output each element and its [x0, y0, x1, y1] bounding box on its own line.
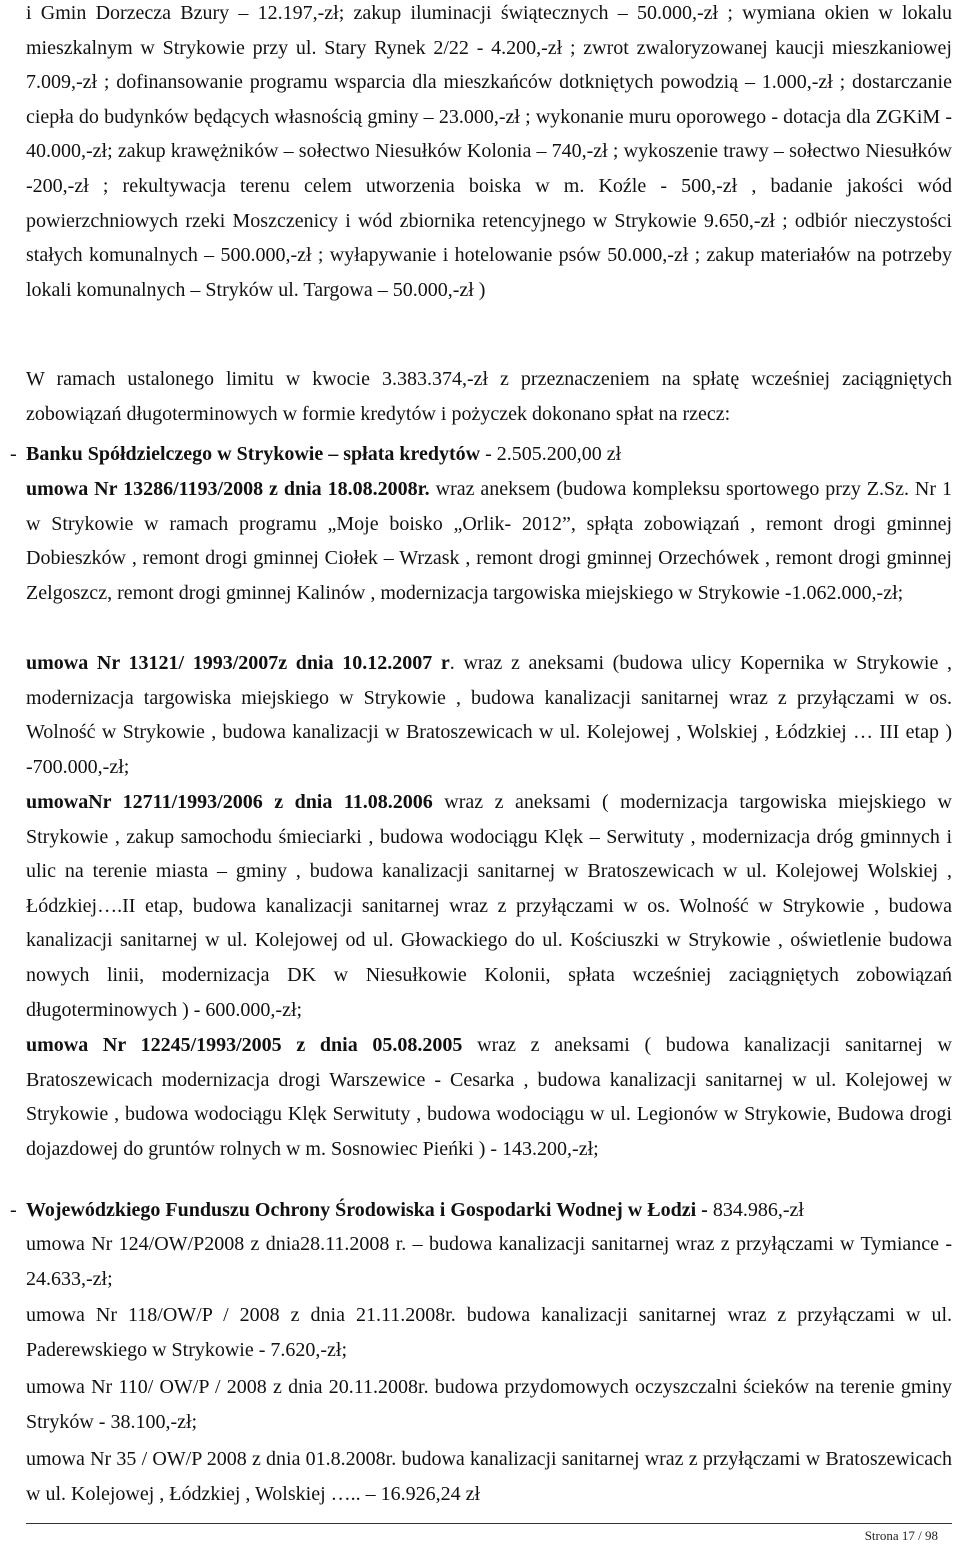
fund-agreement-4: umowa Nr 35 / OW/P 2008 z dnia 01.8.2008r. budowa kanalizacji sanitarnej wraz z przyłączami w Bratoszewicach w ul. Kolejowej , Łódzkiej , Wolskiej ….. – 16.926,24 zł [26, 1448, 952, 1505]
list-dash: - [10, 1199, 17, 1221]
agreement-description: wraz z aneksami ( modernizacja targowiska miejskiego w Strykowie , zakup samochodu śmieciarki , budowa wodociągu Klęk – Serwituty , modernizacja dróg gminnych i ulic na terenie miasta – gminy , budowa kanalizacji sanitarnej w Bratoszewicach w ul. Kolejowej Wolskiej , Łódzkiej….II etap, budowa kanalizacji sanitarnej wraz z przyłączami w os. Wolność w Strykowie , budowa kanalizacji sanitarnej w ul. Kolejowej od ul. Głowackiego do ul. Kościuszki w Strykowie , oświetlenie budowa nowych linii, modernizacja DK w Niesułkowie Kolonii, spłata wcześniej zaciągniętych zobowiązań długoterminowych ) - 600.000,-zł; [26, 791, 952, 1021]
bank-creditor-header [10, 437, 954, 472]
fund-agreement-2: umowa Nr 118/OW/P / 2008 z dnia 21.11.2008r. budowa kanalizacji sanitarnej wraz z przyłączami w ul. Paderewskiego w Strykowie - 7.620,-zł; [26, 1304, 952, 1361]
agreement-entry-4 [26, 1028, 952, 1166]
paragraph-expenses: i Gmin Dorzecza Bzury – 12.197,-zł; zakup iluminacji świątecznych – 50.000,-zł ; wymiana okien w lokalu mieszkalnym w Strykowie przy ul. Stary Rynek 2/22 - 4.200,-zł ; zwrot zwaloryzowanej kaucji mieszkaniowej 7.009,-zł ; dofinansowanie programu wsparcia dla mieszkańców dotkniętych powodzią – 1.000,-zł ; dostarczanie ciepła do budynków będących własnością gminy – 23.000,-zł ; wykonanie muru oporowego - dotacja dla ZGKiM - 40.000,-zł; zakup krawężników – sołectwo Niesułków Kolonia – 740,-zł ; wykoszenie trawy – sołectwo Niesułków -200,-zł ; rekultywacja terenu celem utworzenia boiska w m. Koźle - 500,-zł , badanie jakości wód powierzchniowych rzeki Moszczenicy i wód zbiornika retencyjnego w Strykowie 9.650,-zł ; odbiór nieczystości stałych komunalnych – 500.000,-zł ; wyłapywanie i hotelowanie psów 50.000,-zł ; zakup materiałów na potrzeby lokali komunalnych – Stryków ul. Targowa – 50.000,-zł ) [26, 2, 952, 301]
fund-agreement-3: umowa Nr 110/ OW/P / 2008 z dnia 20.11.2008r. budowa przydomowych oczyszczalni ścieków na terenie gminy Stryków - 38.100,-zł; [26, 1376, 952, 1433]
page-number: Strona 17 / 98 [864, 1528, 938, 1543]
paragraph-loan-repayment-intro: W ramach ustalonego limitu w kwocie 3.383.374,-zł z przeznaczeniem na spłatę wcześniej zaciągniętych zobowiązań długoterminowych w formie kredytów i pożyczek dokonano spłat na rzecz: [26, 368, 952, 425]
fund-name: Wojewódzkiego Funduszu Ochrony Środowiska i Gospodarki Wodnej w Łodzi - [26, 1199, 708, 1221]
fund-agreement-1: umowa Nr 124/OW/P2008 z dnia28.11.2008 r. – budowa kanalizacji sanitarnej wraz z przyłączami w Tymiance - 24.633,-zł; [26, 1233, 952, 1290]
fund-amount: 834.986,-zł [707, 1199, 804, 1221]
agreement-description: wraz aneksem (budowa kompleksu sportowego przy Z.Sz. Nr 1 w Strykowie w ramach programu „Moje boisko „Orlik- 2012”, spłąta zobowiązań , remont drogi gminnej Dobieszków , remont drogi gminnej Ciołek – Wrzask , remont drogi gminnej Orzechówek , remont drogi gminnej Zelgoszcz, remont drogi gminnej Kalinów , modernizacja targowiska miejskiego w Strykowie -1.062.000,-zł; [26, 478, 952, 604]
agreement-description: wraz z aneksami ( budowa kanalizacji sanitarnej w Bratoszewicach modernizacja drogi Warszewice - Cesarka , budowa kanalizacji sanitarnej w ul. Kolejowej w Strykowie , budowa wodociągu Klęk Serwituty , budowa wodociągu w ul. Legionów w Strykowie, Budowa drogi dojazdowej do gruntów rolnych w m. Sosnowiec Pieńki ) - 143.200,-zł; [26, 1034, 952, 1160]
list-dash: - [10, 443, 17, 465]
bank-amount: - 2.505.200,00 zł [480, 443, 622, 465]
footer-divider [26, 1523, 952, 1524]
fund-creditor-header [10, 1193, 954, 1228]
agreement-entry-3 [26, 785, 952, 1027]
bank-name: Banku Spółdzielczego w Strykowie – spłata kredytów [26, 443, 481, 465]
agreement-entry-2 [26, 646, 952, 784]
agreement-number: umowaNr 12711/1993/2006 z dnia 11.08.2006 [26, 791, 433, 813]
agreement-number: umowa Nr 13286/1193/2008 z dnia 18.08.2008r. [26, 478, 430, 500]
agreement-description: . wraz z aneksami (budowa ulicy Kopernika w Strykowie , modernizacja targowiska miejskiego w Strykowie , budowa kanalizacji sanitarnej wraz z przyłączami w os. Wolność w Strykowie , budowa kanalizacji w Bratoszewicach w ul. Kolejowej , Wolskiej , Łódzkiej … III etap ) -700.000,-zł; [26, 652, 953, 778]
agreement-number: umowa Nr 13121/ 1993/2007z dnia 10.12.2007 r [26, 652, 450, 674]
agreement-number: umowa Nr 12245/1993/2005 z dnia 05.08.2005 [26, 1034, 463, 1056]
agreement-entry-1 [26, 472, 952, 610]
